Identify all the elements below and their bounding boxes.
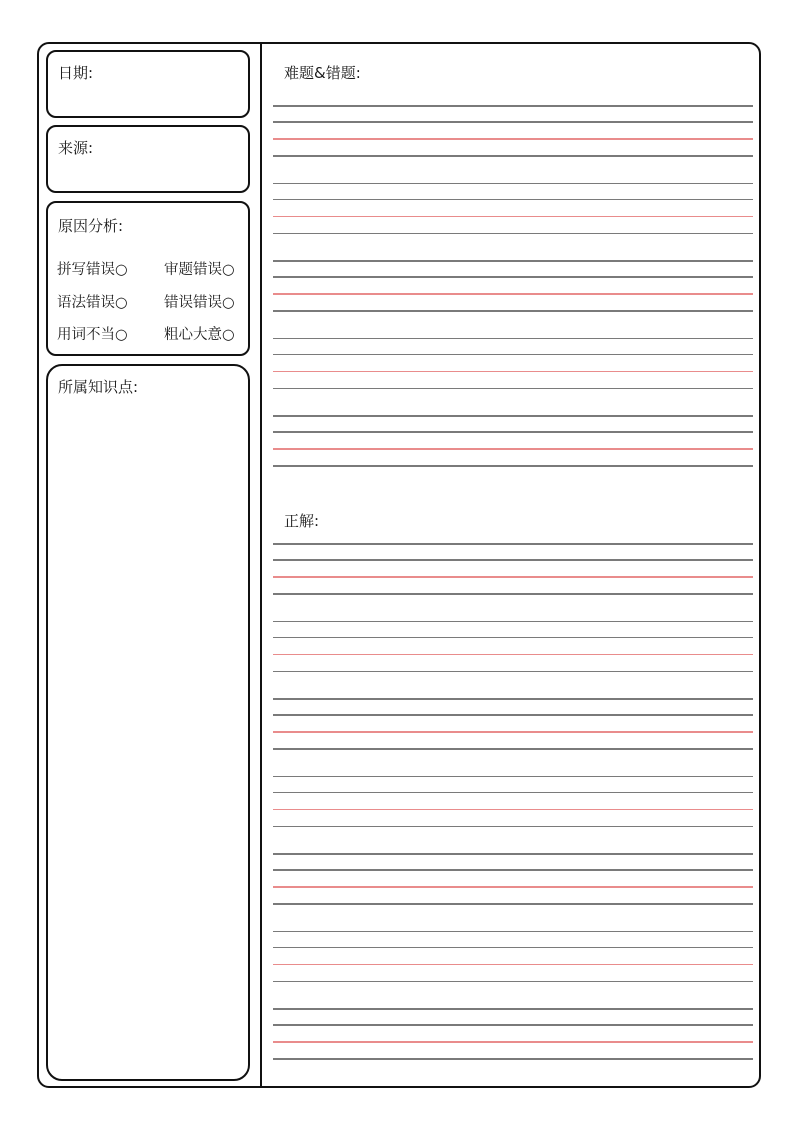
writing-guide-red-line — [273, 1041, 753, 1043]
cause-option-grammar[interactable]: 语法错误○ — [57, 295, 128, 311]
writing-guide-line — [273, 183, 753, 185]
source-box[interactable] — [46, 125, 250, 193]
writing-guide-line — [273, 199, 753, 201]
writing-guide-line — [273, 276, 753, 278]
writing-guide-line — [273, 698, 753, 700]
writing-guide-line — [273, 105, 753, 107]
cause-option-careless[interactable]: 粗心大意○ — [164, 327, 235, 343]
date-label: 日期: — [58, 64, 94, 82]
writing-guide-red-line — [273, 886, 753, 888]
writing-guide-line — [273, 310, 753, 312]
writing-guide-line — [273, 233, 753, 235]
writing-guide-line — [273, 543, 753, 545]
writing-guide-line — [273, 853, 753, 855]
cause-analysis-box — [46, 201, 250, 356]
writing-guide-line — [273, 671, 753, 673]
writing-guide-line — [273, 559, 753, 561]
source-label: 来源: — [58, 139, 94, 157]
writing-guide-red-line — [273, 293, 753, 295]
cause-option-spelling[interactable]: 拼写错误○ — [57, 262, 128, 278]
cause-title: 原因分析: — [58, 217, 124, 235]
writing-guide-line — [273, 826, 753, 828]
cause-option-wording[interactable]: 用词不当○ — [57, 327, 128, 343]
writing-guide-line — [273, 1024, 753, 1026]
writing-guide-line — [273, 947, 753, 949]
writing-guide-line — [273, 869, 753, 871]
writing-guide-red-line — [273, 371, 753, 373]
answer-section-label: 正解: — [284, 512, 320, 530]
writing-guide-line — [273, 1008, 753, 1010]
writing-guide-line — [273, 748, 753, 750]
writing-guide-line — [273, 792, 753, 794]
writing-guide-line — [273, 714, 753, 716]
writing-guide-line — [273, 621, 753, 623]
writing-guide-red-line — [273, 964, 753, 966]
writing-guide-line — [273, 260, 753, 262]
writing-guide-line — [273, 354, 753, 356]
writing-guide-line — [273, 637, 753, 639]
writing-guide-line — [273, 903, 753, 905]
writing-guide-red-line — [273, 576, 753, 578]
knowledge-point-label: 所属知识点: — [58, 378, 139, 396]
writing-guide-line — [273, 415, 753, 417]
writing-guide-line — [273, 593, 753, 595]
writing-guide-line — [273, 155, 753, 157]
writing-guide-line — [273, 121, 753, 123]
writing-guide-red-line — [273, 731, 753, 733]
cause-option-error[interactable]: 错误错误○ — [164, 295, 235, 311]
writing-guide-line — [273, 776, 753, 778]
writing-guide-line — [273, 338, 753, 340]
cause-option-reading[interactable]: 审题错误○ — [164, 262, 235, 278]
writing-guide-red-line — [273, 448, 753, 450]
writing-guide-red-line — [273, 216, 753, 218]
writing-guide-line — [273, 431, 753, 433]
problem-section-label: 难题&错题: — [284, 64, 361, 82]
writing-guide-line — [273, 1058, 753, 1060]
date-box[interactable] — [46, 50, 250, 118]
writing-guide-line — [273, 931, 753, 933]
writing-guide-red-line — [273, 654, 753, 656]
writing-guide-red-line — [273, 809, 753, 811]
knowledge-point-box[interactable] — [46, 364, 250, 1081]
writing-guide-line — [273, 981, 753, 983]
writing-guide-line — [273, 388, 753, 390]
column-divider — [260, 42, 262, 1088]
writing-guide-line — [273, 465, 753, 467]
writing-guide-red-line — [273, 138, 753, 140]
